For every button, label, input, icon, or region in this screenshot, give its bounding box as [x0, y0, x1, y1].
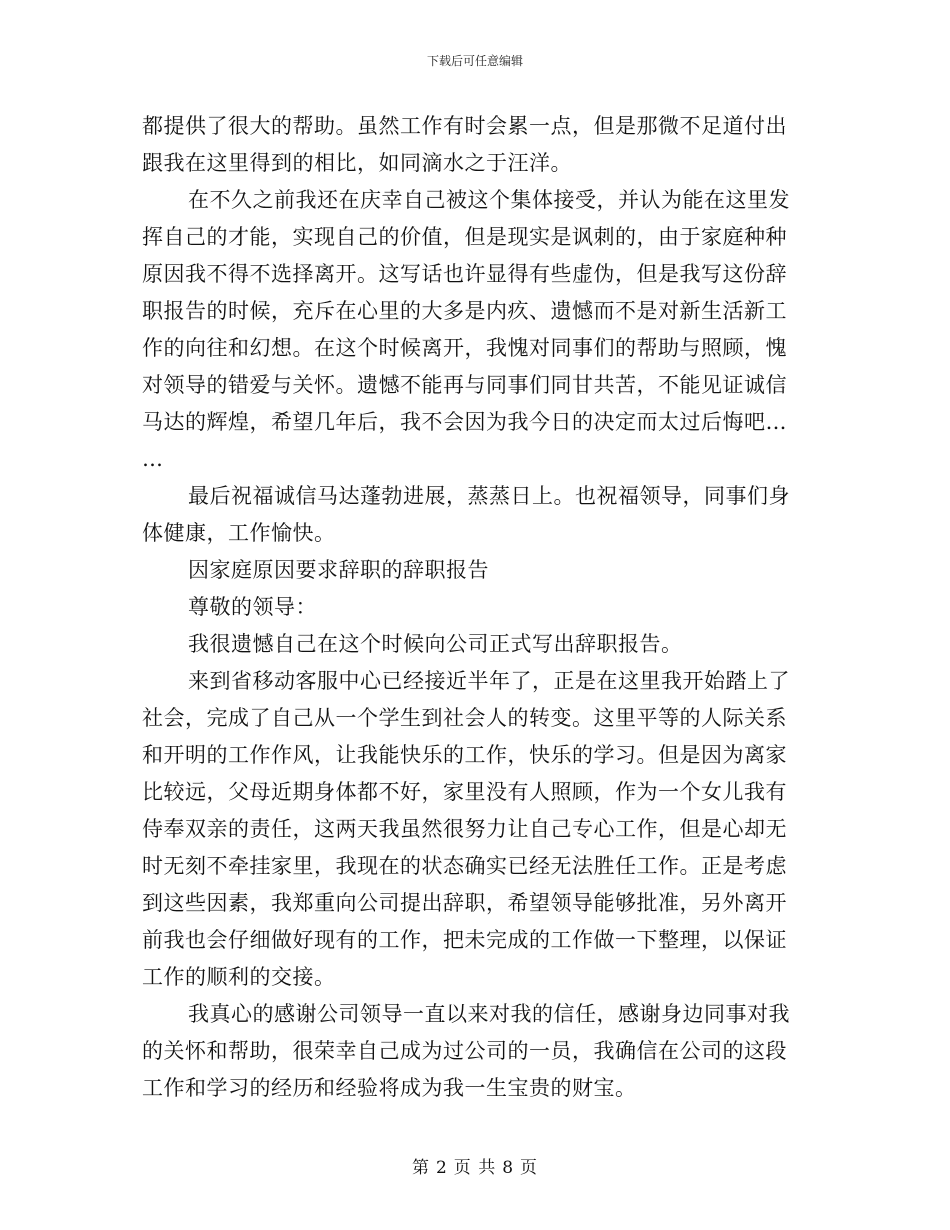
text-line: 作的向往和幻想。在这个时候离开，我愧对同事们的帮助与照顾，愧 — [142, 336, 787, 360]
text-line: 马达的辉煌，希望几年后，我不会因为我今日的决定而太过后悔吧… — [142, 410, 787, 434]
text-line: 都提供了很大的帮助。虽然工作有时会累一点，但是那微不足道付出 — [142, 114, 787, 138]
text-line: 的关怀和帮助，很荣幸自己成为过公司的一员，我确信在公司的这段 — [142, 1039, 787, 1063]
footer-total-pages: 8 — [502, 1158, 515, 1178]
paragraph — [142, 589, 810, 626]
paragraph — [142, 996, 810, 1107]
page-footer — [0, 1153, 950, 1178]
text-line: 侍奉双亲的责任，这两天我虽然很努力让自己专心工作，但是心却无 — [142, 817, 787, 841]
paragraph — [142, 182, 810, 478]
text-line: 比较远，父母近期身体都不好，家里没有人照顾，作为一个女儿我有 — [142, 780, 787, 804]
footer-prefix: 第 — [411, 1158, 430, 1178]
footer-page-number: 2 — [435, 1158, 448, 1178]
text-line: … — [142, 447, 164, 471]
paragraph — [142, 552, 810, 589]
text-line: 最后祝福诚信马达蓬勃进展，蒸蒸日上。也祝福领导，同事们身 — [188, 484, 790, 508]
paragraph — [142, 108, 810, 182]
text-line: 挥自己的才能，实现自己的价值，但是现实是讽刺的，由于家庭种种 — [142, 225, 787, 249]
footer-suffix: 页 — [520, 1158, 539, 1178]
text-line: 工作和学习的经历和经验将成为我一生宝贵的财宝。 — [142, 1076, 637, 1100]
text-line: 和开明的工作作风，让我能快乐的工作，快乐的学习。但是因为离家 — [142, 743, 787, 767]
text-line: 前我也会仔细做好现有的工作，把未完成的工作做一下整理，以保证 — [142, 928, 787, 952]
text-line: 时无刻不牵挂家里，我现在的状态确实已经无法胜任工作。正是考虑 — [142, 854, 787, 878]
text-line: 来到省移动客服中心已经接近半年了，正是在这里我开始踏上了 — [188, 669, 790, 693]
text-line: 社会，完成了自己从一个学生到社会人的转变。这里平等的人际关系 — [142, 706, 787, 730]
page-header: 下载后可任意编辑 — [426, 54, 523, 68]
text-line: 体健康，工作愉快。 — [142, 521, 336, 545]
text-line: 在不久之前我还在庆幸自己被这个集体接受，并认为能在这里发 — [188, 188, 790, 212]
text-line: 原因我不得不选择离开。这写话也许显得有些虚伪，但是我写这份辞 — [142, 262, 787, 286]
paragraph — [142, 478, 810, 552]
text-line: 跟我在这里得到的相比，如同滴水之于汪洋。 — [142, 151, 572, 175]
text-line: 对领导的错爱与关怀。遗憾不能再与同事们同甘共苦，不能见证诚信 — [142, 373, 787, 397]
paragraph — [142, 663, 810, 996]
text-line: 到这些因素，我郑重向公司提出辞职，希望领导能够批准，另外离开 — [142, 891, 787, 915]
text-line: 尊敬的领导： — [188, 595, 317, 619]
footer-middle: 页 共 — [453, 1158, 497, 1178]
text-line: 因家庭原因要求辞职的辞职报告 — [188, 558, 489, 582]
text-line: 工作的顺利的交接。 — [142, 965, 336, 989]
text-line: 我真心的感谢公司领导一直以来对我的信任，感谢身边同事对我 — [188, 1002, 790, 1026]
text-line: 职报告的时候，充斥在心里的大多是内疚、遗憾而不是对新生活新工 — [142, 299, 787, 323]
paragraph — [142, 626, 810, 663]
text-line: 我很遗憾自己在这个时候向公司正式写出辞职报告。 — [188, 632, 683, 656]
document-body — [142, 108, 810, 1107]
